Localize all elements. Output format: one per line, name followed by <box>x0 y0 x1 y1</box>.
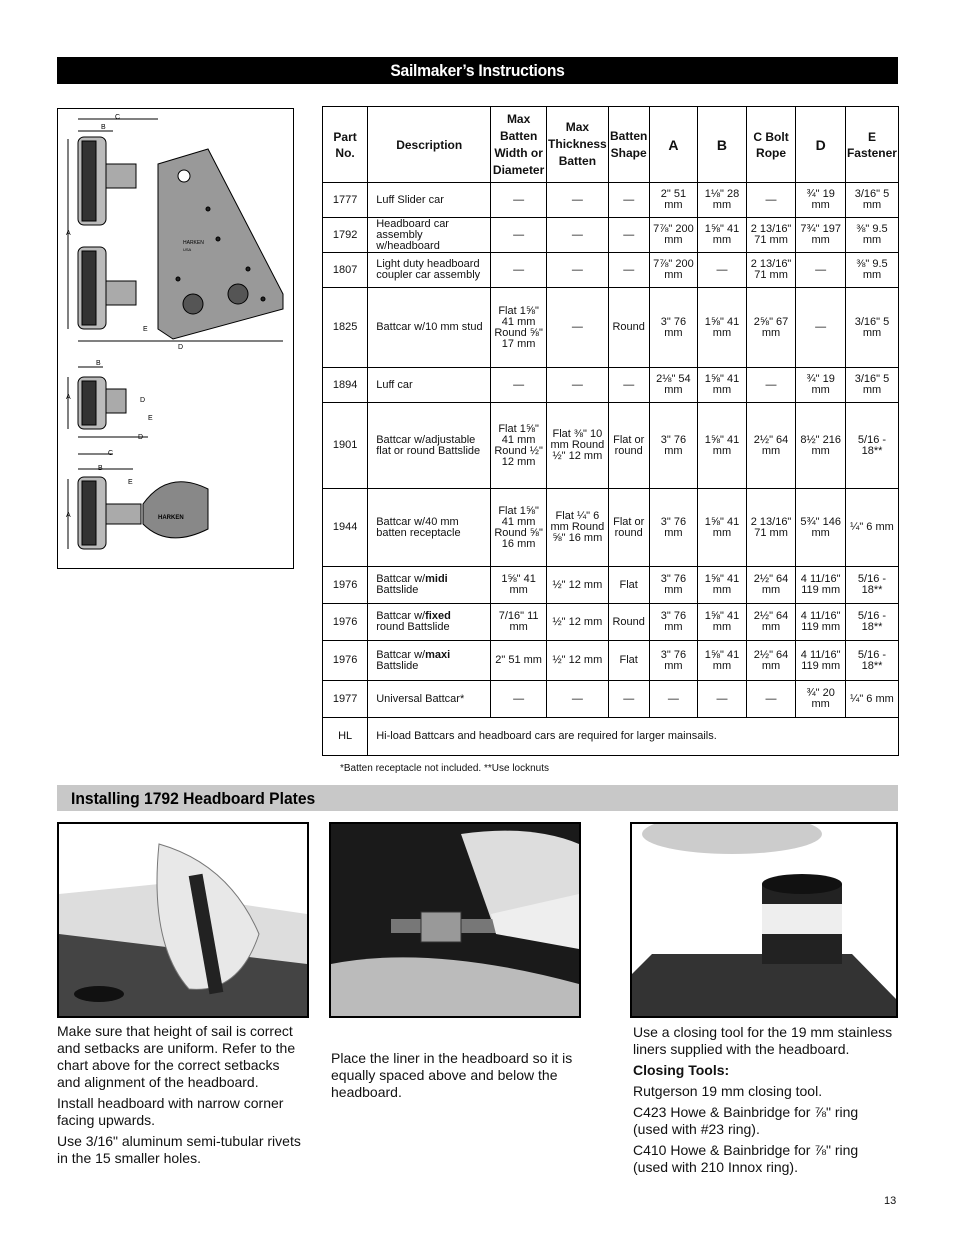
caption-3-item-2: C423 Howe & Bainbridge for ⅞" ring (used with #23 ring). <box>633 1104 859 1137</box>
cell-e: ¼" 6 mm <box>845 681 898 718</box>
photo-2-illustration <box>331 824 579 1016</box>
photo-3-illustration <box>632 824 896 1016</box>
cell-b: 1⅝" 41 mm <box>698 641 747 681</box>
header-c: C Bolt Rope <box>746 107 796 183</box>
cell-shape: Round <box>608 604 649 641</box>
cell-description: Headboard car assembly w/headboard <box>368 218 491 253</box>
cell-c: 2⅝" 67 mm <box>746 288 796 368</box>
cell-d: 4 11/16" 119 mm <box>796 641 846 681</box>
cell-thick: — <box>547 183 609 218</box>
cell-description <box>368 567 491 604</box>
cell-d: 8½" 216 mm <box>796 403 846 489</box>
cell-b: 1⅝" 41 mm <box>698 567 747 604</box>
cell-part-no: 1944 <box>323 489 368 567</box>
cell-e: 5/16 - 18** <box>845 604 898 641</box>
cell-e: ⅜" 9.5 mm <box>845 218 898 253</box>
table-row <box>323 604 899 641</box>
cell-b: 1⅝" 41 mm <box>698 288 747 368</box>
cell-description: Battcar w/10 mm stud <box>368 288 491 368</box>
cell-thick: — <box>547 253 609 288</box>
cell-e: 5/16 - 18** <box>845 641 898 681</box>
cell-c: 2½" 64 mm <box>746 403 796 489</box>
cell-width: 2" 51 mm <box>491 641 547 681</box>
label-a2: A <box>66 394 71 401</box>
caption-col-3 <box>633 1024 895 1180</box>
label-d: D <box>178 344 184 351</box>
spec-table-body <box>323 183 899 756</box>
cell-part-no: 1976 <box>323 604 368 641</box>
cell-b: — <box>698 253 747 288</box>
cell-thick: Flat ¼" 6 mm Round ⅝" 16 mm <box>547 489 609 567</box>
cell-a: 3" 76 mm <box>649 567 698 604</box>
cell-c: — <box>746 183 796 218</box>
cell-description: Luff car <box>368 368 491 403</box>
table-row <box>323 681 899 718</box>
cell-part-no: 1976 <box>323 641 368 681</box>
cell-description: Battcar w/adjustable flat or round Battslide <box>368 403 491 489</box>
cell-shape: — <box>608 218 649 253</box>
cell-e: ⅜" 9.5 mm <box>845 253 898 288</box>
label-d3: D <box>138 434 144 441</box>
caption-col-1 <box>57 1023 302 1171</box>
table-row <box>323 183 899 218</box>
cell-width: — <box>491 681 547 718</box>
label-e3: E <box>128 479 133 486</box>
cell-part-no: 1792 <box>323 218 368 253</box>
caption-2-text: Place the liner in the headboard so it is equally spaced above and below the headboard. <box>331 1050 573 1100</box>
header-d: D <box>796 107 846 183</box>
cell-part-no: 1894 <box>323 368 368 403</box>
caption-3-item-3: C410 Howe & Bainbridge for ⅞" ring (used with 210 Innox ring). <box>633 1142 859 1175</box>
spec-table <box>322 106 899 756</box>
caption-1-para-1: Make sure that height of sail is correct and setbacks are uniform. Refer to the chart above for the correct setbacks and alignment of the headboard. <box>57 1023 296 1090</box>
cell-part-no: 1777 <box>323 183 368 218</box>
cell-thick: ½" 12 mm <box>547 641 609 681</box>
cell-part-no: 1901 <box>323 403 368 489</box>
cell-width: — <box>491 368 547 403</box>
cell-c: 2 13/16" 71 mm <box>746 218 796 253</box>
cell-e: 3/16" 5 mm <box>845 288 898 368</box>
table-row <box>323 403 899 489</box>
cell-thick: Flat ⅜" 10 mm Round ½" 12 mm <box>547 403 609 489</box>
cell-b: 1⅝" 41 mm <box>698 403 747 489</box>
cell-thick: — <box>547 681 609 718</box>
cell-b: 1⅛" 28 mm <box>698 183 747 218</box>
label-a: A <box>66 230 71 237</box>
cell-d: ¾" 19 mm <box>796 183 846 218</box>
cell-shape: — <box>608 368 649 403</box>
cell-a: 3" 76 mm <box>649 489 698 567</box>
table-row <box>323 567 899 604</box>
hardware-diagram <box>57 108 294 569</box>
cell-thick: — <box>547 218 609 253</box>
cell-a: — <box>649 681 698 718</box>
table-row <box>323 641 899 681</box>
cell-a: 3" 76 mm <box>649 403 698 489</box>
install-section-title: Installing 1792 Headboard Plates <box>71 789 316 808</box>
label-c3: C <box>108 450 114 457</box>
cell-part-no: 1807 <box>323 253 368 288</box>
cell-shape: Flat or round <box>608 489 649 567</box>
label-c: C <box>115 114 121 121</box>
cell-shape: Flat <box>608 567 649 604</box>
cell-c: 2 13/16" 71 mm <box>746 253 796 288</box>
photo-placing-liner <box>329 822 581 1018</box>
cell-shape: — <box>608 253 649 288</box>
table-row <box>323 288 899 368</box>
cell-width: 7/16" 11 mm <box>491 604 547 641</box>
caption-col-2 <box>331 1050 581 1105</box>
cell-a: 2" 51 mm <box>649 183 698 218</box>
cell-d: 4 11/16" 119 mm <box>796 567 846 604</box>
cell-d: 5¾" 146 mm <box>796 489 846 567</box>
cell-b: — <box>698 681 747 718</box>
diagram-illustration <box>58 109 295 570</box>
cell-description: Battcar w/40 mm batten receptacle <box>368 489 491 567</box>
cell-b: 1⅝" 41 mm <box>698 368 747 403</box>
header-part: Part No. <box>323 107 368 183</box>
cell-thick: ½" 12 mm <box>547 604 609 641</box>
cell-d: 7¾" 197 mm <box>796 218 846 253</box>
cell-e: 3/16" 5 mm <box>845 368 898 403</box>
caption-3-intro: Use a closing tool for the 19 mm stainless liners supplied with the headboard. <box>633 1024 893 1057</box>
cell-description: Luff Slider car <box>368 183 491 218</box>
cell-part-no: 1976 <box>323 567 368 604</box>
cell-description <box>368 641 491 681</box>
cell-shape: Flat <box>608 641 649 681</box>
page-number: 13 <box>884 1195 897 1207</box>
cell-c: 2 13/16" 71 mm <box>746 489 796 567</box>
label-a3: A <box>66 512 71 519</box>
label-b: B <box>101 124 106 131</box>
caption-3-item-1: Rutgerson 19 mm closing tool. <box>633 1083 823 1099</box>
desc-bold: maxi <box>425 648 451 661</box>
label-usa: USA <box>183 247 192 252</box>
cell-description: Universal Battcar* <box>368 681 491 718</box>
label-harken: HARKEN <box>183 240 204 246</box>
cell-shape: — <box>608 681 649 718</box>
cell-hl-note: Hi-load Battcars and headboard cars are required for larger mainsails. <box>368 718 899 756</box>
desc-suffix: round Battslide <box>376 621 450 633</box>
table-row <box>323 253 899 288</box>
cell-thick: ½" 12 mm <box>547 567 609 604</box>
cell-c: 2½" 64 mm <box>746 641 796 681</box>
caption-3-heading: Closing Tools: <box>633 1062 730 1078</box>
table-row <box>323 489 899 567</box>
cell-part-no: 1825 <box>323 288 368 368</box>
desc-prefix: Battcar w/ <box>376 648 426 661</box>
page-title: Sailmaker’s Instructions <box>390 61 565 80</box>
label-b2: B <box>96 360 101 367</box>
label-harken-2: HARKEN <box>158 515 184 521</box>
cell-d: — <box>796 288 846 368</box>
cell-thick: — <box>547 368 609 403</box>
cell-part-no: 1977 <box>323 681 368 718</box>
header-batten-shape: Batten Shape <box>608 107 649 183</box>
table-row <box>323 218 899 253</box>
cell-c: — <box>746 368 796 403</box>
install-section-bar <box>57 785 898 811</box>
cell-b: 1⅝" 41 mm <box>698 489 747 567</box>
header-a: A <box>649 107 698 183</box>
label-e2: E <box>148 415 153 422</box>
cell-e: 5/16 - 18** <box>845 567 898 604</box>
cell-e: 3/16" 5 mm <box>845 183 898 218</box>
cell-a: 3" 76 mm <box>649 641 698 681</box>
cell-width: Flat 1⅝" 41 mm Round ⅝" 17 mm <box>491 288 547 368</box>
cell-part-no: HL <box>323 718 368 756</box>
cell-a: 3" 76 mm <box>649 288 698 368</box>
header-max-thickness: Max Thickness Batten <box>547 107 609 183</box>
table-row-hl <box>323 718 899 756</box>
header-max-width: Max Batten Width or Diameter <box>491 107 547 183</box>
section-title-bar <box>57 57 898 84</box>
cell-width: — <box>491 218 547 253</box>
desc-bold: midi <box>425 573 448 585</box>
desc-prefix: Battcar w/ <box>376 573 426 585</box>
caption-1-para-3: Use 3/16" aluminum semi-tubular rivets in the 15 smaller holes. <box>57 1133 301 1166</box>
cell-thick: — <box>547 288 609 368</box>
cell-width: — <box>491 253 547 288</box>
table-row <box>323 368 899 403</box>
cell-c: 2½" 64 mm <box>746 567 796 604</box>
caption-1-para-2: Install headboard with narrow corner facing upwards. <box>57 1095 284 1128</box>
cell-a: 7⅞" 200 mm <box>649 253 698 288</box>
cell-description: Light duty headboard coupler car assembly <box>368 253 491 288</box>
label-d2: D <box>140 397 146 404</box>
cell-c: 2½" 64 mm <box>746 604 796 641</box>
header-b: B <box>698 107 747 183</box>
cell-a: 2⅛" 54 mm <box>649 368 698 403</box>
desc-bold: fixed <box>425 610 451 622</box>
cell-d: ¾" 19 mm <box>796 368 846 403</box>
label-e: E <box>143 326 148 333</box>
desc-suffix: Battslide <box>376 584 419 596</box>
cell-width: 1⅝" 41 mm <box>491 567 547 604</box>
cell-e: 5/16 - 18** <box>845 403 898 489</box>
cell-b: 1⅝" 41 mm <box>698 218 747 253</box>
cell-d: 4 11/16" 119 mm <box>796 604 846 641</box>
cell-description <box>368 604 491 641</box>
header-description: Description <box>368 107 491 183</box>
cell-b: 1⅝" 41 mm <box>698 604 747 641</box>
table-footnote: *Batten receptacle not included. **Use locknuts <box>340 763 550 774</box>
desc-prefix: Battcar w/ <box>376 610 426 622</box>
label-b3: B <box>98 465 103 472</box>
cell-c: — <box>746 681 796 718</box>
cell-shape: Round <box>608 288 649 368</box>
photo-marking-headboard <box>57 822 309 1018</box>
cell-d: ¾" 20 mm <box>796 681 846 718</box>
header-e: E Fastener <box>845 107 898 183</box>
cell-d: — <box>796 253 846 288</box>
cell-shape: Flat or round <box>608 403 649 489</box>
cell-e: ¼" 6 mm <box>845 489 898 567</box>
cell-shape: — <box>608 183 649 218</box>
cell-width: — <box>491 183 547 218</box>
photo-1-illustration <box>59 824 307 1016</box>
cell-a: 7⅞" 200 mm <box>649 218 698 253</box>
desc-suffix: Battslide <box>376 659 419 672</box>
cell-a: 3" 76 mm <box>649 604 698 641</box>
cell-width: Flat 1⅝" 41 mm Round ⅝" 16 mm <box>491 489 547 567</box>
photo-closing-tool <box>630 822 898 1018</box>
cell-width: Flat 1⅝" 41 mm Round ½" 12 mm <box>491 403 547 489</box>
